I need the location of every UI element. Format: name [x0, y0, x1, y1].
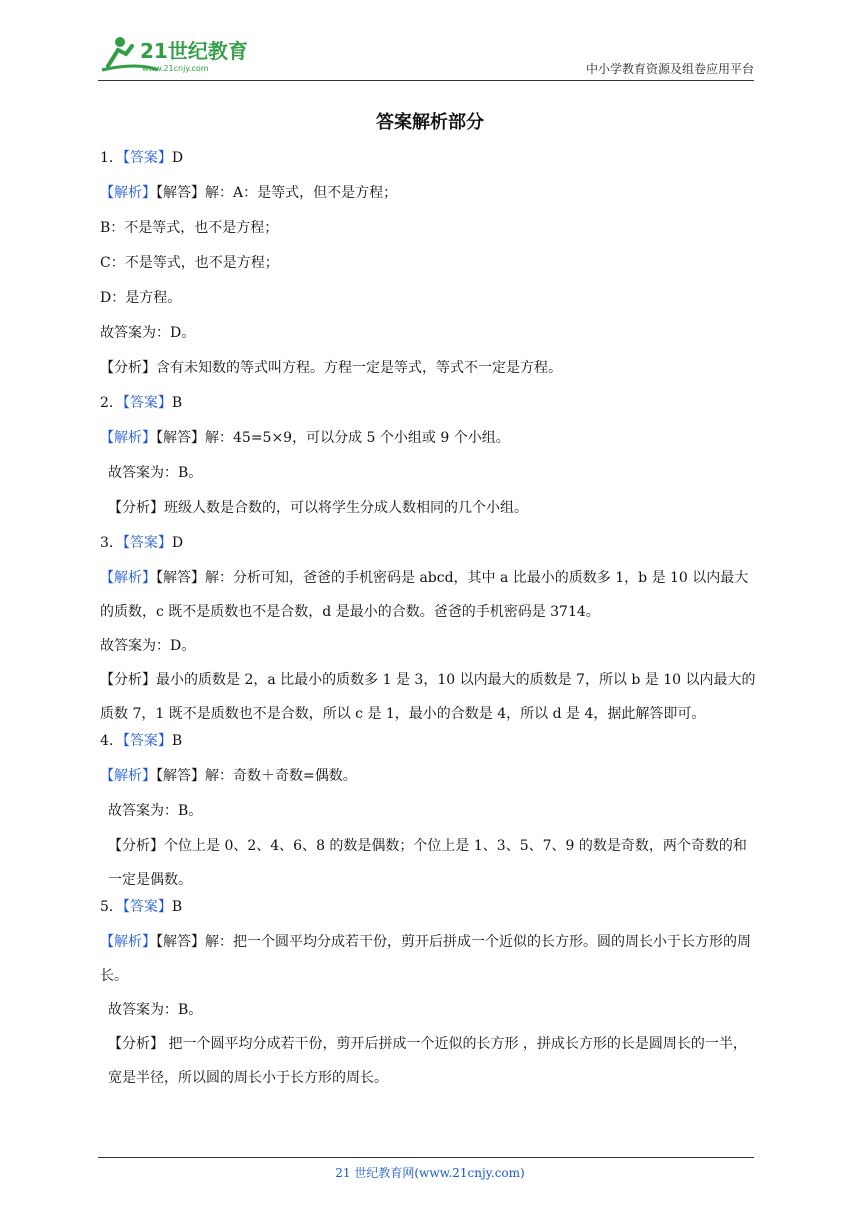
q3-number: 3． [100, 535, 123, 551]
footer-text: 21 世纪教育网(www.21cnjy.com) [335, 1166, 525, 1180]
site-logo [98, 32, 258, 76]
q3-answer-line [100, 533, 760, 553]
q3-answer-tag: 【答案】 [122, 535, 172, 551]
q4-number: 4． [100, 733, 123, 749]
q1-number: 1． [100, 150, 123, 166]
logo-text: 21世纪教育 [140, 39, 248, 63]
q2-analysis-tag: 【解析】 [100, 430, 156, 446]
q5-line-2: 故答案为：B。 [108, 1002, 203, 1018]
q3-line-1: 【解答】解：分析可知，爸爸的手机密码是 abcd，其中 a 比最小的质数多 1，b 是 10 以内最大的质数，c 既不是质数也不是合数，d 是最小的合数。爸爸的手机密码是 3714。 [100, 570, 749, 620]
q1-answer-line [100, 148, 760, 168]
q4-solution [100, 766, 760, 786]
q1-line-5: 故答案为：D。 [100, 325, 196, 341]
q1-line-3: C：不是等式，也不是方程； [100, 255, 279, 271]
q5-solution [100, 925, 760, 993]
q2-solution [100, 428, 760, 448]
q3-line-2: 故答案为：D。 [100, 638, 196, 654]
q4-answer-line [100, 731, 760, 751]
q4-line-1: 【解答】解：奇数＋奇数=偶数。 [156, 768, 357, 784]
q4-line-3: 【分析】个位上是 0、2、4、6、8 的数是偶数；个位上是 1、3、5、7、9 的数是奇数，两个奇数的和一定是偶数。 [108, 838, 747, 888]
logo-url: www.21cnjy.com [142, 64, 209, 73]
q5-line-3: 【分析】 把一个圆平均分成若干份，剪开后拼成一个近似的长方形 ，拼成长方形的长是圆周长的一半，宽是半径，所以圆的周长小于长方形的周长。 [108, 1036, 747, 1086]
q1-answer-tag: 【答案】 [122, 150, 172, 166]
q1-line-6: 【分析】含有未知数的等式叫方程。方程一定是等式，等式不一定是方程。 [100, 360, 562, 376]
q1-answer: D [171, 150, 184, 166]
platform-name: 中小学教育资源及组卷应用平台 [585, 62, 754, 76]
q1-line-4: D：是方程。 [100, 290, 182, 306]
q3-answer: D [171, 535, 184, 551]
q1-line-2: B：不是等式，也不是方程； [100, 220, 279, 236]
q5-answer: B [171, 899, 183, 915]
q4-line-2: 故答案为：B。 [108, 803, 203, 819]
q2-line-1: 【解答】解：45=5×9，可以分成 5 个小组或 9 个小组。 [156, 430, 510, 446]
answer-content [100, 148, 760, 1095]
q3-solution [100, 561, 760, 629]
q1-solution [100, 183, 760, 203]
q4-answer-tag: 【答案】 [122, 733, 172, 749]
q5-analysis-tag: 【解析】 [100, 934, 156, 950]
q4-analysis-tag: 【解析】 [100, 768, 156, 784]
page-title: 答案解析部分 [376, 112, 484, 133]
q5-number: 5． [100, 899, 123, 915]
q2-answer-tag: 【答案】 [122, 395, 172, 411]
q3-analysis-tag: 【解析】 [100, 570, 156, 586]
q2-answer: B [171, 395, 183, 411]
q2-line-3: 【分析】班级人数是合数的，可以将学生分成人数相同的几个小组。 [108, 500, 528, 516]
page-header [98, 32, 754, 81]
q1-line-1: 【解答】解：A：是等式，但不是方程； [156, 185, 398, 201]
q2-answer-line [100, 393, 760, 413]
q5-answer-line [100, 897, 760, 917]
q5-answer-tag: 【答案】 [122, 899, 172, 915]
q2-line-2: 故答案为：B。 [108, 465, 203, 481]
q2-number: 2． [100, 395, 123, 411]
q3-line-3: 【分析】最小的质数是 2，a 比最小的质数多 1 是 3，10 以内最大的质数是 7，所以 b 是 10 以内最大的质数 7，1 既不是质数也不是合数，所以 c 是 1，最小的合数是 4，所以 d 是 4，据此解答即可。 [100, 672, 756, 722]
footer-divider [98, 1157, 754, 1158]
q5-line-1: 【解答】解：把一个圆平均分成若干份，剪开后拼成一个近似的长方形。圆的周长小于长方形的周长。 [100, 934, 751, 984]
q1-analysis-tag: 【解析】 [100, 185, 156, 201]
q4-answer: B [171, 733, 183, 749]
